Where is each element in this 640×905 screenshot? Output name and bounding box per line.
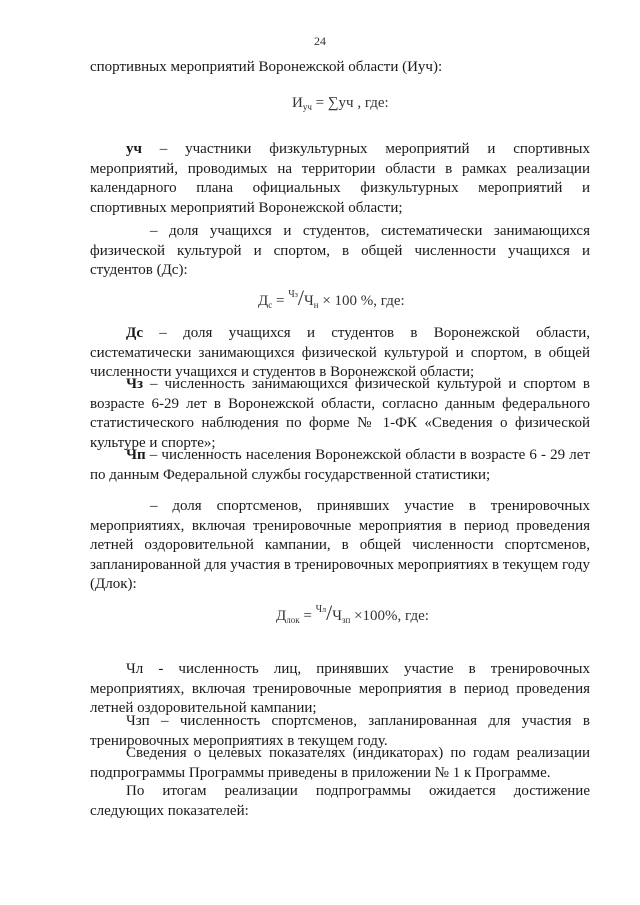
chl-definition: Чл - численность лиц, принявших участие в тренировочных мероприятиях, включая тренировочные мероприятия в период проведения летней оздоровительной кампании; xyxy=(90,661,590,716)
formula-ds-lhs-sub: с xyxy=(268,300,273,310)
fraction-slash: / xyxy=(326,600,333,625)
formula-dlok-num: Чл xyxy=(315,604,327,615)
ds-text: – доля учащихся и студентов в Воронежской области, систематически занимающихся физической культурой и спортом, в общей численности учащихся и студентов в Воронежской области; xyxy=(90,325,590,380)
ds-definition xyxy=(90,324,590,383)
formula-ds-lhs: Д xyxy=(258,293,269,309)
formula-dlok-den: Ч xyxy=(332,608,342,624)
svedeniya-paragraph: Сведения о целевых показателях (индикаторах) по годам реализации подпрограммы Программы приведены в приложении № 1 к Программе. xyxy=(90,745,590,781)
formula-ds-rest: × 100 %, где: xyxy=(322,293,405,309)
chz-term: Чз xyxy=(126,376,144,392)
formula-ds-eq: = xyxy=(275,293,285,309)
formula-ds xyxy=(258,285,405,313)
formula-dlok-lhs-sub: лок xyxy=(286,615,300,625)
page-number: 24 xyxy=(314,34,326,48)
formula-dlok-den-sub: зп xyxy=(341,615,351,625)
chzp-definition: Чзп – численность спортсменов, запланированная для участия в тренировочных мероприятиях в текущем году. xyxy=(90,713,590,749)
formula-iuch-lhs: И xyxy=(292,95,303,111)
formula-iuch-lhs-sub: уч xyxy=(302,102,312,112)
dolya-sportsmenov: – доля спортсменов, принявших участие в тренировочных мероприятиях, включая тренировочные мероприятия в период проведения летней оздоровительной кампании, в общей численности спортсменов, запланированной для участия в тренировочных мероприятиях в текущем году (Длок): xyxy=(90,498,591,592)
chz-text: – численность занимающихся физической культурой и спортом в возрасте 6-29 лет в Воронежской области, согласно данным федерального статистического наблюдения по форме № 1-ФК «Сведения о физической культуре и спорте»; xyxy=(90,376,590,451)
uch-definition xyxy=(90,140,590,218)
formula-iuch-rhs: = ∑уч , где: xyxy=(315,95,389,111)
formula-dlok-lhs: Д xyxy=(276,608,287,624)
chp-term: Чп xyxy=(126,447,146,463)
formula-dlok xyxy=(276,600,429,628)
fraction-slash: / xyxy=(297,285,304,310)
itog-paragraph: По итогам реализации подпрограммы ожидается достижение следующих показателей: xyxy=(90,783,590,819)
chp-text: – численность населения Воронежской области в возрасте 6 - 29 лет по данным Федеральной службы государственной статистики; xyxy=(90,447,590,483)
formula-ds-den-sub: н xyxy=(313,300,319,310)
ds-term: Дс xyxy=(126,325,143,341)
dolya-uchashchihsya: – доля учащихся и студентов, систематически занимающихся физической культурой и спортом, в общей численности учащихся и студентов (Дс): xyxy=(90,223,590,278)
formula-dlok-rest: ×100%, где: xyxy=(354,608,429,624)
chp-definition xyxy=(90,446,590,485)
intro-line: спортивных мероприятий Воронежской области (Иуч): xyxy=(90,59,443,75)
uch-term: уч xyxy=(126,141,142,157)
formula-iuch xyxy=(292,94,389,115)
chz-definition xyxy=(90,375,590,453)
formula-ds-num: Чз xyxy=(288,289,298,300)
formula-ds-den: Ч xyxy=(304,293,314,309)
formula-dlok-eq: = xyxy=(303,608,312,624)
uch-text: – участники физкультурных мероприятий и спортивных мероприятий, проводимых на территории области в рамках реализации календарного плана официальных физкультурных мероприятий и спортивных мероприятий Воронежской области; xyxy=(90,141,590,216)
